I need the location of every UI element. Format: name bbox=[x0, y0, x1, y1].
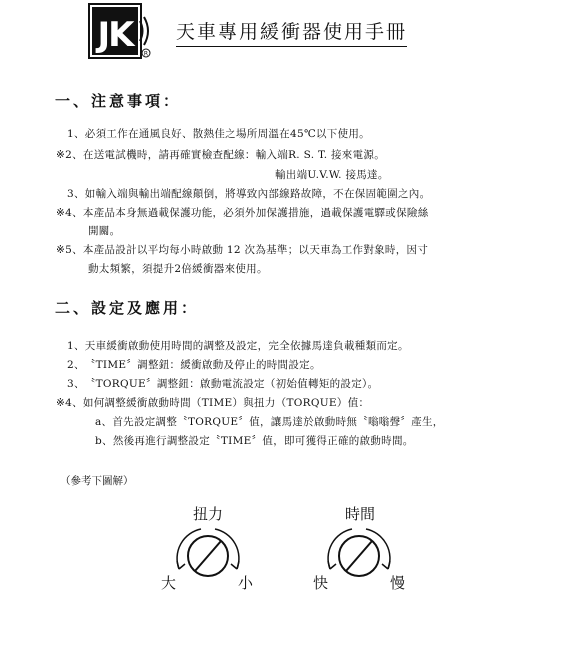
section-heading-settings: 二、設定及應用： bbox=[55, 299, 200, 317]
list-item: ※2、在送電試機時，請再確實檢查配線：輸入端R. S. T. 接來電源。 bbox=[56, 149, 385, 161]
time-dial-right-label: 慢 bbox=[390, 574, 406, 592]
svg-text:JK: JK bbox=[97, 15, 133, 55]
list-item: 3、如輸入端與輸出端配線顛倒，將導致內部線路故障，不在保固範圍之內。 bbox=[67, 188, 431, 200]
list-item: 1、天車緩衝啟動使用時間的調整及設定，完全依據馬達負載種類而定。 bbox=[67, 340, 409, 352]
time-dial-left-label: 快 bbox=[313, 574, 329, 592]
svg-text:R: R bbox=[143, 50, 149, 58]
section-heading-notes: 一、注意事項： bbox=[55, 92, 182, 110]
list-item: 輸出端U.V.W. 接馬達。 bbox=[275, 169, 389, 181]
document-title: 天車專用緩衝器使用手冊 bbox=[176, 17, 407, 47]
list-item: a、首先設定調整〝TORQUE〞值，讓馬達於啟動時無〝嗡嗡聲〞產生， bbox=[95, 416, 444, 428]
time-dial-title: 時間 bbox=[345, 505, 376, 523]
jk-logo bbox=[88, 3, 152, 59]
list-item: 動太頻繁，須提升2倍緩衝器來使用。 bbox=[88, 263, 268, 275]
list-item: ※5、本產品設計以平均每小時啟動 12 次為基準；以天車為工作對象時，因寸 bbox=[56, 244, 429, 256]
list-item: 1、必須工作在通風良好、散熱佳之場所周溫在45℃以下使用。 bbox=[67, 128, 370, 140]
list-item: 開關。 bbox=[88, 225, 121, 237]
list-item: 2、〝TIME〞調整鈕：緩衝啟動及停止的時間設定。 bbox=[67, 359, 321, 371]
list-item: 3、〝TORQUE〞調整鈕：啟動電流設定（初始值轉矩的設定）。 bbox=[67, 378, 379, 390]
torque-dial-title: 扭力 bbox=[193, 505, 224, 523]
torque-dial-right-label: 小 bbox=[238, 574, 254, 592]
reference-note: （參考下圖解） bbox=[60, 475, 134, 487]
list-item: ※4、如何調整緩衝啟動時間（TIME）與扭力（TORQUE）值： bbox=[56, 397, 370, 409]
list-item: ※4、本產品本身無過載保護功能，必須外加保護措施，過載保護電驛或保險絲 bbox=[56, 207, 429, 219]
torque-dial-left-label: 大 bbox=[161, 574, 177, 592]
list-item: b、然後再進行調整設定〝TIME〞值，即可獲得正確的啟動時間。 bbox=[95, 435, 414, 447]
